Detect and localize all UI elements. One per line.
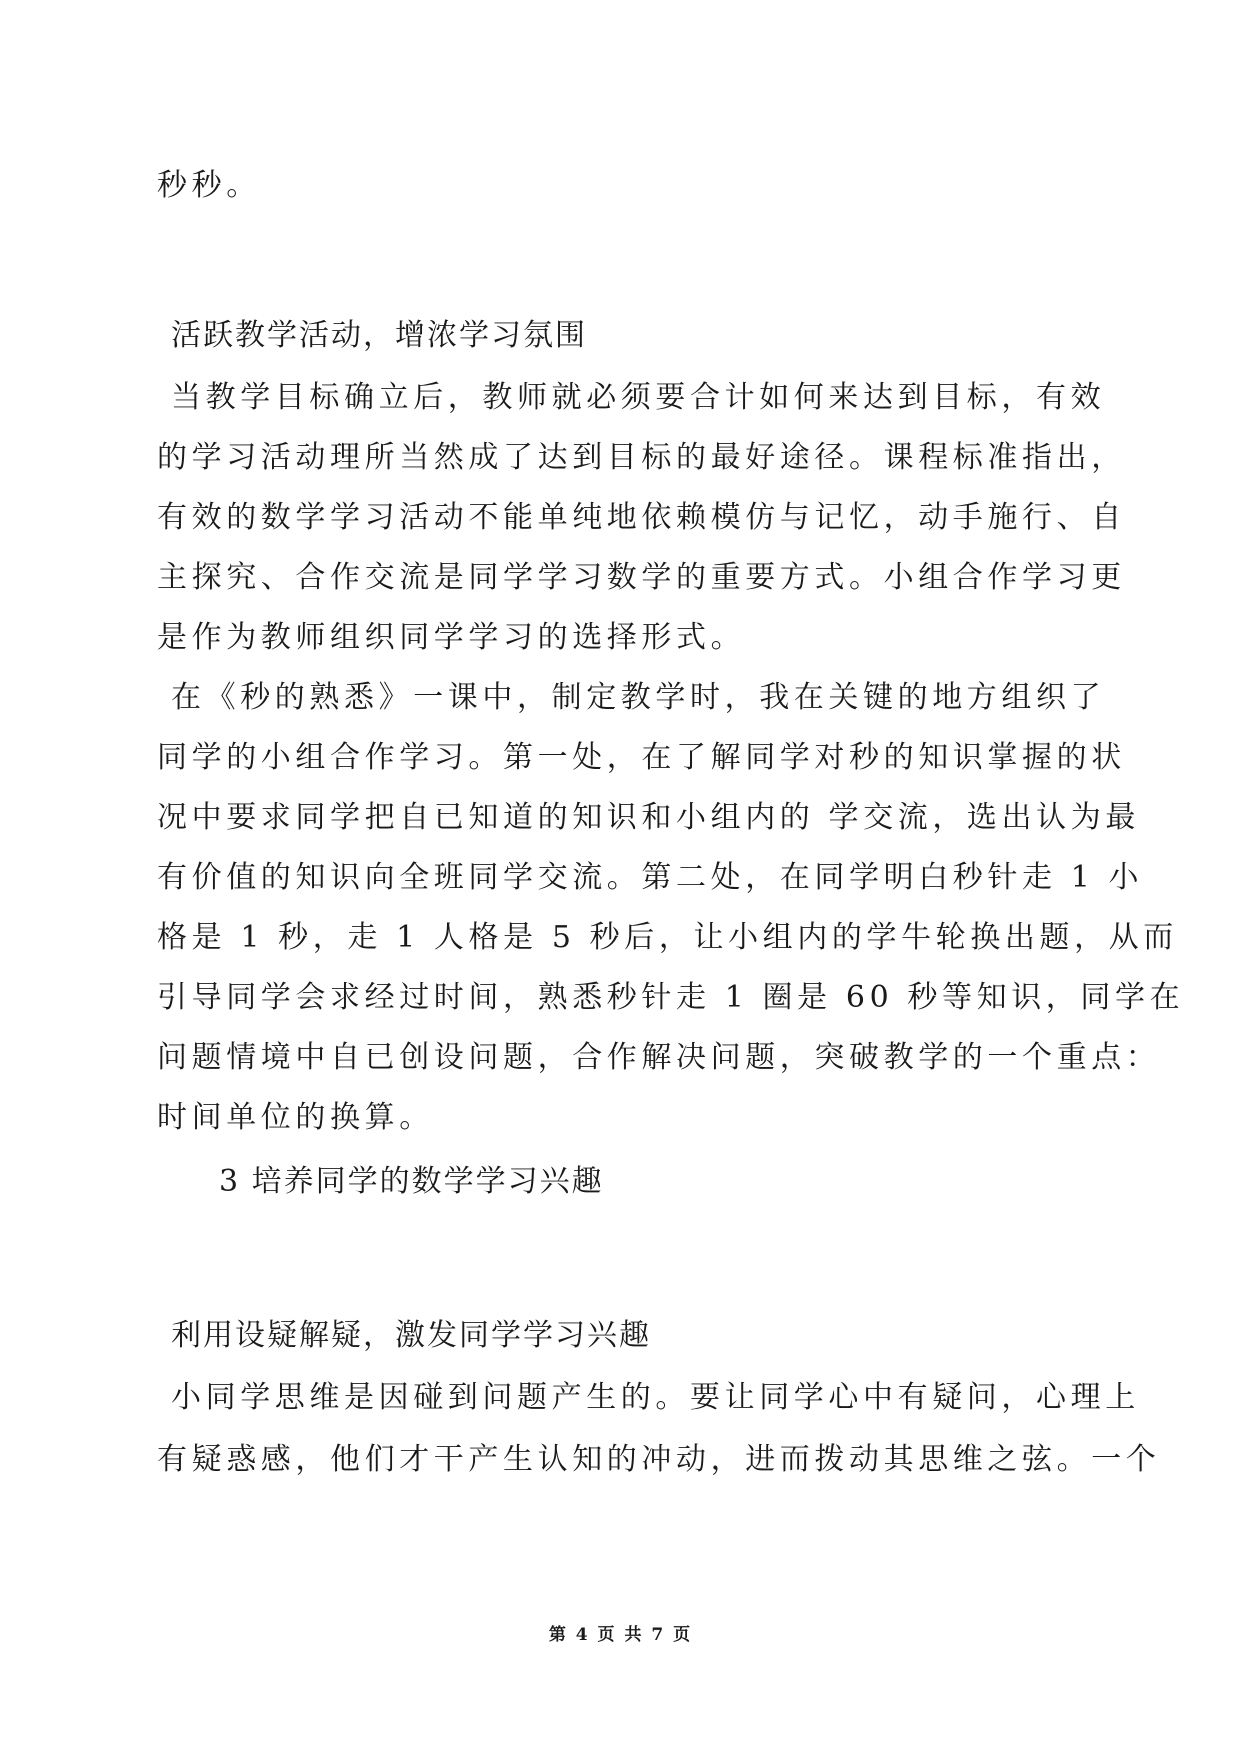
- paragraph-line: 引导同学会求经过时间，熟悉秒针走 1 圈是 60 秒等知识，同学在: [157, 980, 1185, 1015]
- paragraph-line: 同学的小组合作学习。第一处，在了解同学对秒的知识掌握的状: [157, 740, 1126, 775]
- paragraph-line: 的学习活动理所当然成了达到目标的最好途径。课程标准指出，: [157, 440, 1126, 475]
- paragraph-line: 在《秒的熟悉》一课中，制定教学时，我在关键的地方组织了: [171, 680, 1106, 715]
- paragraph-line: 当教学目标确立后，教师就必须要合计如何来达到目标，有效: [171, 380, 1106, 415]
- paragraph-line: 有效的数学学习活动不能单纯地依赖模仿与记忆，动手施行、自: [157, 500, 1126, 535]
- section-heading-interest: 3 培养同学的数学学习兴趣: [219, 1164, 604, 1199]
- paragraph-line: 有价值的知识向全班同学交流。第二处，在同学明白秒针走 1 小: [157, 860, 1144, 895]
- paragraph-line: 主探究、合作交流是同学学习数学的重要方式。小组合作学习更: [157, 560, 1126, 595]
- paragraph-line: 有疑惑感，他们才干产生认知的冲动，进而拨动其思维之弦。一个: [157, 1442, 1161, 1477]
- paragraph-line: 问题情境中自已创设问题，合作解决问题，突破教学的一个重点：: [157, 1040, 1161, 1075]
- paragraph-line: 格是 1 秒，走 1 人格是 5 秒后，让小组内的学牛轮换出题，从而: [157, 920, 1178, 955]
- paragraph-line: 是作为教师组织同学学习的选择形式。: [157, 620, 746, 655]
- paragraph-line: 况中要求同学把自已知道的知识和小组内的 学交流，选出认为最: [157, 800, 1140, 835]
- subsection-heading-questioning: 利用设疑解疑，激发同学学习兴趣: [171, 1318, 651, 1353]
- page-number-footer: 第 4 页 共 7 页: [548, 1625, 693, 1645]
- paragraph-line: 时间单位的换算。: [157, 1100, 434, 1135]
- paragraph-line: 小同学思维是因碰到问题产生的。要让同学心中有疑问，心理上: [171, 1380, 1140, 1415]
- section-heading-activities: 活跃教学活动，增浓学习氛围: [171, 318, 587, 353]
- text-line-continuation: 秒秒。: [157, 168, 261, 203]
